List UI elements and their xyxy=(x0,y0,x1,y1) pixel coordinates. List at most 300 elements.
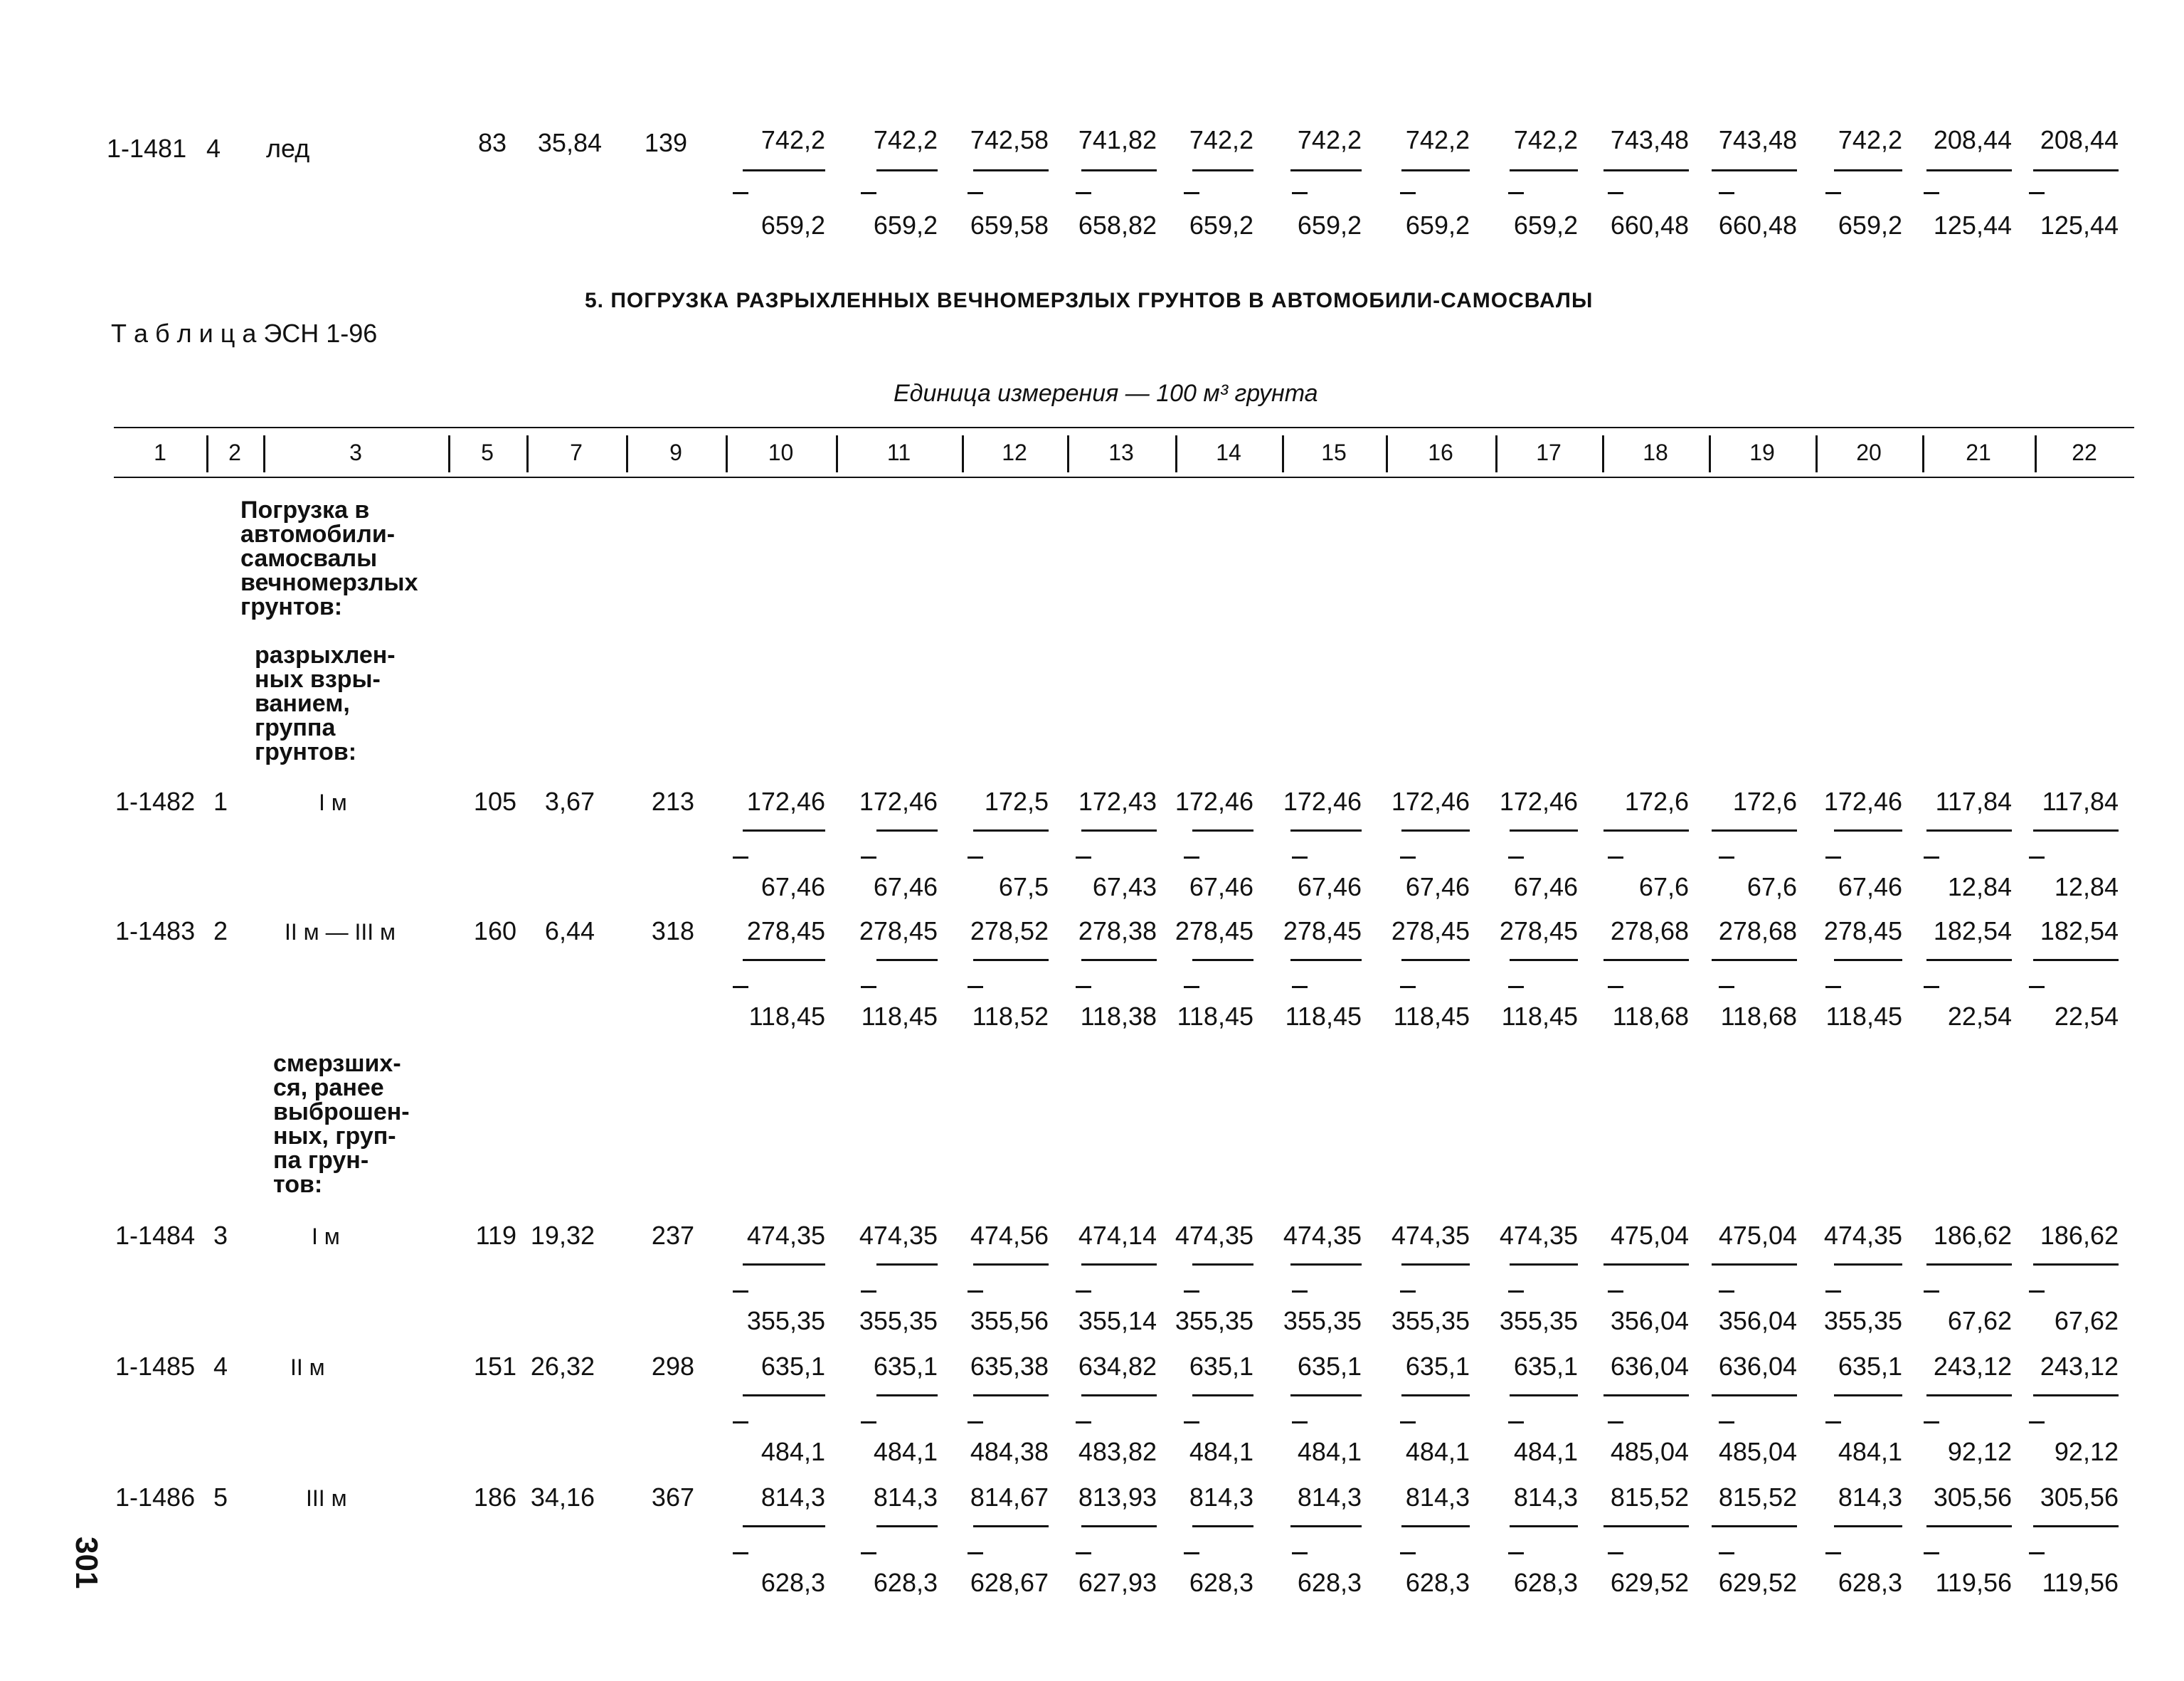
value-top-text: 172,46 xyxy=(1391,787,1470,816)
unit-caption: Единица измерения — 100 м³ грунта xyxy=(894,380,1318,407)
value-bottom-text: 67,46 xyxy=(1513,872,1578,901)
fraction-dash xyxy=(1712,1263,1797,1266)
value-bottom-text: 660,48 xyxy=(1610,211,1689,240)
description-line: ных, груп- xyxy=(273,1123,396,1150)
minus-sign xyxy=(1076,1421,1091,1423)
value-bottom-text: 628,3 xyxy=(760,1568,825,1597)
description-line: выброшен- xyxy=(273,1098,410,1125)
minus-sign xyxy=(1400,857,1416,859)
value-top-text: 743,48 xyxy=(1718,125,1797,154)
value-top-text: 243,12 xyxy=(2040,1352,2119,1381)
value-top-text: 635,1 xyxy=(1838,1352,1902,1381)
fraction-dash xyxy=(1192,1394,1253,1396)
fraction-dash xyxy=(2033,959,2119,961)
col7-value-text: 6,44 xyxy=(544,916,595,945)
description-line: смерзших- xyxy=(273,1050,401,1077)
column-header-1: 1 xyxy=(154,440,166,465)
value-bottom-text: 118,45 xyxy=(1177,1002,1253,1031)
fraction-dash xyxy=(1290,1263,1362,1266)
value-top-text: 172,46 xyxy=(746,787,825,816)
value-top-text: 278,45 xyxy=(1391,916,1470,945)
minus-sign xyxy=(1825,857,1841,859)
fraction-dash xyxy=(1603,1394,1689,1396)
col5-value-text: 83 xyxy=(477,128,507,157)
row-number: 1 xyxy=(213,787,228,816)
minus-sign xyxy=(1508,986,1524,988)
column-header-9: 9 xyxy=(669,440,682,465)
minus-sign xyxy=(1608,857,1623,859)
minus-sign xyxy=(733,192,748,194)
fraction-dash xyxy=(2033,1263,2119,1266)
value-bottom-text: 485,04 xyxy=(1718,1437,1797,1466)
minus-sign xyxy=(861,1552,876,1554)
description-subline: группа xyxy=(255,714,336,741)
value-top-text: 635,1 xyxy=(1189,1352,1253,1381)
minus-sign xyxy=(968,1421,983,1423)
value-bottom-text: 484,1 xyxy=(1189,1437,1253,1466)
minus-sign xyxy=(733,1421,748,1423)
value-top-text: 278,52 xyxy=(970,916,1049,945)
fraction-dash xyxy=(1926,1394,2012,1396)
fraction-dash xyxy=(1712,1394,1797,1396)
fraction-dash xyxy=(743,169,825,171)
column-divider xyxy=(526,435,529,472)
minus-sign xyxy=(1924,1421,1939,1423)
value-bottom-text: 627,93 xyxy=(1078,1568,1157,1597)
value-top-text: 278,68 xyxy=(1718,916,1797,945)
value-top-text: 636,04 xyxy=(1610,1352,1689,1381)
value-top-text: 742,2 xyxy=(1189,125,1253,154)
col9-value-text: 213 xyxy=(651,787,694,816)
value-top-text: 278,45 xyxy=(1499,916,1578,945)
value-bottom-text: 119,56 xyxy=(1935,1568,2012,1597)
table-label: Т а б л и ц а ЭСН 1-96 xyxy=(111,319,378,348)
fraction-dash xyxy=(973,1525,1049,1527)
fraction-dash xyxy=(1081,1525,1157,1527)
fraction-dash xyxy=(743,1263,825,1266)
value-bottom-text: 356,04 xyxy=(1718,1306,1797,1335)
value-top-text: 278,45 xyxy=(1283,916,1362,945)
row-name: I м xyxy=(319,790,347,815)
minus-sign xyxy=(1825,192,1841,194)
header-top-rule xyxy=(114,427,2134,428)
col5-value-text: 160 xyxy=(473,916,516,945)
description-line: па грун- xyxy=(273,1147,369,1174)
value-bottom-text: 659,2 xyxy=(1513,211,1578,240)
fraction-dash xyxy=(743,1525,825,1527)
column-header-18: 18 xyxy=(1643,440,1668,465)
fraction-dash xyxy=(1834,1525,1902,1527)
value-bottom-text: 658,82 xyxy=(1078,211,1157,240)
value-top-text: 278,45 xyxy=(1823,916,1902,945)
value-top-text: 635,1 xyxy=(873,1352,938,1381)
value-top-text: 815,52 xyxy=(1610,1483,1689,1512)
fraction-dash xyxy=(2033,829,2119,832)
value-bottom-text: 67,5 xyxy=(998,872,1049,901)
value-bottom-text: 125,44 xyxy=(2040,211,2119,240)
value-bottom-text: 484,1 xyxy=(1838,1437,1902,1466)
fraction-dash xyxy=(1834,169,1902,171)
value-top-text: 172,46 xyxy=(1823,787,1902,816)
fraction-dash xyxy=(1192,959,1253,961)
minus-sign xyxy=(968,1290,983,1293)
minus-sign xyxy=(1924,1290,1939,1293)
column-divider xyxy=(1815,435,1818,472)
value-top-text: 742,2 xyxy=(760,125,825,154)
fraction-dash xyxy=(1834,829,1902,832)
column-divider xyxy=(1495,435,1497,472)
minus-sign xyxy=(1508,1421,1524,1423)
value-bottom-text: 355,56 xyxy=(970,1306,1049,1335)
fraction-dash xyxy=(1510,1263,1578,1266)
column-header-21: 21 xyxy=(1966,440,1991,465)
minus-sign xyxy=(1400,986,1416,988)
row-name: II м xyxy=(290,1354,325,1380)
fraction-dash xyxy=(1290,1525,1362,1527)
minus-sign xyxy=(1924,192,1939,194)
value-top-text: 474,14 xyxy=(1078,1221,1157,1250)
value-top-text: 634,82 xyxy=(1078,1352,1157,1381)
row-name: III м xyxy=(306,1485,347,1511)
value-top-text: 474,35 xyxy=(1823,1221,1902,1250)
col5-value-text: 151 xyxy=(473,1352,516,1381)
row-code: 1-1481 xyxy=(107,134,187,163)
row-number: 4 xyxy=(213,1352,228,1381)
fraction-dash xyxy=(1401,829,1470,832)
minus-sign xyxy=(1292,1421,1308,1423)
value-top-text: 305,56 xyxy=(1933,1483,2012,1512)
minus-sign xyxy=(1184,986,1199,988)
fraction-dash xyxy=(1926,829,2012,832)
value-bottom-text: 484,1 xyxy=(1513,1437,1578,1466)
description-line: автомобили- xyxy=(240,521,396,548)
value-bottom-text: 22,54 xyxy=(1947,1002,2012,1031)
minus-sign xyxy=(968,1552,983,1554)
description-line: грунтов: xyxy=(240,593,343,620)
minus-sign xyxy=(861,192,876,194)
value-bottom-text: 355,35 xyxy=(1175,1306,1253,1335)
value-bottom-text: 92,12 xyxy=(1947,1437,2012,1466)
value-top-text: 741,82 xyxy=(1078,125,1157,154)
minus-sign xyxy=(1719,857,1734,859)
value-top-text: 172,46 xyxy=(1499,787,1578,816)
minus-sign xyxy=(1076,1290,1091,1293)
minus-sign xyxy=(1608,1421,1623,1423)
value-bottom-text: 483,82 xyxy=(1078,1437,1157,1466)
value-top-text: 814,3 xyxy=(1513,1483,1578,1512)
value-bottom-text: 92,12 xyxy=(2054,1437,2119,1466)
column-header-7: 7 xyxy=(570,440,583,465)
value-top-text: 742,2 xyxy=(873,125,938,154)
minus-sign xyxy=(1924,1552,1939,1554)
value-bottom-text: 67,62 xyxy=(1947,1306,2012,1335)
minus-sign xyxy=(968,986,983,988)
value-bottom-text: 67,43 xyxy=(1092,872,1157,901)
value-top-text: 475,04 xyxy=(1718,1221,1797,1250)
row-name: I м xyxy=(312,1224,340,1249)
fraction-dash xyxy=(1401,169,1470,171)
value-top-text: 742,2 xyxy=(1838,125,1902,154)
description-subline: ванием, xyxy=(255,690,350,717)
fraction-dash xyxy=(1834,1263,1902,1266)
value-bottom-text: 659,58 xyxy=(970,211,1049,240)
value-bottom-text: 484,1 xyxy=(873,1437,938,1466)
value-top-text: 814,3 xyxy=(760,1483,825,1512)
value-bottom-text: 118,45 xyxy=(1393,1002,1470,1031)
minus-sign xyxy=(1076,857,1091,859)
description-line: вечномерзлых xyxy=(240,569,418,596)
row-code: 1-1482 xyxy=(115,787,196,816)
column-header-17: 17 xyxy=(1536,440,1562,465)
value-bottom-text: 67,62 xyxy=(2054,1306,2119,1335)
minus-sign xyxy=(1608,986,1623,988)
fraction-dash xyxy=(1192,1525,1253,1527)
fraction-dash xyxy=(1926,959,2012,961)
value-top-text: 815,52 xyxy=(1718,1483,1797,1512)
value-top-text: 474,35 xyxy=(1391,1221,1470,1250)
minus-sign xyxy=(968,192,983,194)
fraction-dash xyxy=(1192,829,1253,832)
value-top-text: 814,3 xyxy=(873,1483,938,1512)
value-top-text: 742,2 xyxy=(1405,125,1470,154)
value-top-text: 182,54 xyxy=(2040,916,2119,945)
value-top-text: 743,48 xyxy=(1610,125,1689,154)
column-header-2: 2 xyxy=(228,440,241,465)
minus-sign xyxy=(1292,1552,1308,1554)
fraction-dash xyxy=(1192,169,1253,171)
description-line: Погрузка в xyxy=(240,497,370,524)
value-top-text: 278,45 xyxy=(1175,916,1253,945)
column-divider xyxy=(263,435,265,472)
column-header-5: 5 xyxy=(481,440,494,465)
column-header-15: 15 xyxy=(1321,440,1347,465)
value-bottom-text: 118,45 xyxy=(1825,1002,1902,1031)
value-top-text: 814,3 xyxy=(1405,1483,1470,1512)
description-subline: грунтов: xyxy=(255,738,357,765)
col9-value-text: 367 xyxy=(651,1483,694,1512)
value-bottom-text: 628,3 xyxy=(1297,1568,1362,1597)
fraction-dash xyxy=(973,1394,1049,1396)
value-bottom-text: 118,45 xyxy=(861,1002,938,1031)
value-top-text: 186,62 xyxy=(2040,1221,2119,1250)
minus-sign xyxy=(861,1421,876,1423)
description-line: самосвалы xyxy=(240,545,378,572)
value-top-text: 814,67 xyxy=(970,1483,1049,1512)
value-bottom-text: 118,68 xyxy=(1612,1002,1689,1031)
fraction-dash xyxy=(1926,1263,2012,1266)
fraction-dash xyxy=(1510,1394,1578,1396)
value-top-text: 278,45 xyxy=(746,916,825,945)
minus-sign xyxy=(1608,1552,1623,1554)
fraction-dash xyxy=(1081,1263,1157,1266)
column-divider xyxy=(836,435,838,472)
column-header-12: 12 xyxy=(1002,440,1027,465)
value-top-text: 474,35 xyxy=(1175,1221,1253,1250)
value-top-text: 172,5 xyxy=(984,787,1049,816)
section-title: 5. ПОГРУЗКА РАЗРЫХЛЕННЫХ ВЕЧНОМЕРЗЛЫХ ГРУНТОВ В АВТОМОБИЛИ-САМОСВАЛЫ xyxy=(585,289,1594,312)
col5-value-text: 186 xyxy=(473,1483,516,1512)
value-top-text: 474,35 xyxy=(746,1221,825,1250)
minus-sign xyxy=(1825,986,1841,988)
fraction-dash xyxy=(1290,829,1362,832)
fraction-dash xyxy=(1290,1394,1362,1396)
value-top-text: 814,3 xyxy=(1189,1483,1253,1512)
value-top-text: 635,1 xyxy=(1405,1352,1470,1381)
fraction-dash xyxy=(1401,1525,1470,1527)
fraction-dash xyxy=(973,829,1049,832)
value-bottom-text: 629,52 xyxy=(1610,1568,1689,1597)
value-top-text: 814,3 xyxy=(1297,1483,1362,1512)
fraction-dash xyxy=(876,1525,938,1527)
minus-sign xyxy=(1825,1421,1841,1423)
minus-sign xyxy=(2029,857,2045,859)
fraction-dash xyxy=(1081,829,1157,832)
value-top-text: 117,84 xyxy=(1935,787,2012,816)
fraction-dash xyxy=(1510,169,1578,171)
value-bottom-text: 118,45 xyxy=(1285,1002,1362,1031)
row-number: 3 xyxy=(213,1221,228,1250)
fraction-dash xyxy=(876,959,938,961)
minus-sign xyxy=(733,1552,748,1554)
description-subline: ных взры- xyxy=(255,666,381,693)
col7-value-text: 34,16 xyxy=(530,1483,595,1512)
column-header-3: 3 xyxy=(349,440,362,465)
minus-sign xyxy=(1292,986,1308,988)
value-bottom-text: 628,3 xyxy=(1838,1568,1902,1597)
fraction-dash xyxy=(1081,1394,1157,1396)
value-bottom-text: 355,35 xyxy=(1391,1306,1470,1335)
value-bottom-text: 628,3 xyxy=(1405,1568,1470,1597)
value-bottom-text: 628,3 xyxy=(1189,1568,1253,1597)
minus-sign xyxy=(1076,1552,1091,1554)
column-divider xyxy=(1922,435,1924,472)
fraction-dash xyxy=(1401,1263,1470,1266)
row-code: 1-1485 xyxy=(115,1352,196,1381)
fraction-dash xyxy=(1603,1525,1689,1527)
fraction-dash xyxy=(743,829,825,832)
minus-sign xyxy=(2029,192,2045,194)
value-bottom-text: 118,38 xyxy=(1080,1002,1157,1031)
minus-sign xyxy=(1400,1421,1416,1423)
column-divider xyxy=(1282,435,1284,472)
minus-sign xyxy=(733,986,748,988)
fraction-dash xyxy=(1926,1525,2012,1527)
fraction-dash xyxy=(1510,829,1578,832)
minus-sign xyxy=(1825,1290,1841,1293)
column-header-10: 10 xyxy=(768,440,794,465)
minus-sign xyxy=(2029,986,2045,988)
value-top-text: 474,35 xyxy=(1499,1221,1578,1250)
col7-value-text: 19,32 xyxy=(530,1221,595,1250)
row-number: 5 xyxy=(213,1483,228,1512)
column-header-20: 20 xyxy=(1856,440,1882,465)
value-top-text: 172,46 xyxy=(1283,787,1362,816)
col5-value-text: 119 xyxy=(475,1221,516,1250)
value-bottom-text: 484,38 xyxy=(970,1437,1049,1466)
value-top-text: 474,35 xyxy=(1283,1221,1362,1250)
value-bottom-text: 355,14 xyxy=(1078,1306,1157,1335)
value-bottom-text: 628,67 xyxy=(970,1568,1049,1597)
value-top-text: 172,43 xyxy=(1078,787,1157,816)
fraction-dash xyxy=(1926,169,2012,171)
value-top-text: 278,45 xyxy=(859,916,938,945)
fraction-dash xyxy=(2033,1394,2119,1396)
fraction-dash xyxy=(876,1394,938,1396)
col5-value-text: 105 xyxy=(473,787,516,816)
minus-sign xyxy=(1719,1421,1734,1423)
column-divider xyxy=(1709,435,1711,472)
minus-sign xyxy=(2029,1290,2045,1293)
value-top-text: 172,6 xyxy=(1624,787,1689,816)
description-line: тов: xyxy=(273,1171,323,1198)
minus-sign xyxy=(1508,1552,1524,1554)
value-top-text: 635,1 xyxy=(760,1352,825,1381)
value-bottom-text: 355,35 xyxy=(746,1306,825,1335)
minus-sign xyxy=(861,857,876,859)
minus-sign xyxy=(2029,1552,2045,1554)
value-bottom-text: 356,04 xyxy=(1610,1306,1689,1335)
col9-value-text: 298 xyxy=(651,1352,694,1381)
value-bottom-text: 67,46 xyxy=(1189,872,1253,901)
column-header-19: 19 xyxy=(1749,440,1775,465)
value-bottom-text: 660,48 xyxy=(1718,211,1797,240)
col7-value-text: 26,32 xyxy=(530,1352,595,1381)
value-top-text: 636,04 xyxy=(1718,1352,1797,1381)
minus-sign xyxy=(1184,857,1199,859)
value-bottom-text: 67,46 xyxy=(873,872,938,901)
value-top-text: 813,93 xyxy=(1078,1483,1157,1512)
fraction-dash xyxy=(1290,169,1362,171)
value-bottom-text: 67,46 xyxy=(1297,872,1362,901)
value-bottom-text: 67,46 xyxy=(1838,872,1902,901)
row-code: 1-1484 xyxy=(115,1221,196,1250)
value-top-text: 186,62 xyxy=(1933,1221,2012,1250)
fraction-dash xyxy=(1081,169,1157,171)
column-divider xyxy=(2035,435,2037,472)
minus-sign xyxy=(1508,192,1524,194)
value-top-text: 182,54 xyxy=(1933,916,2012,945)
row-name: лед xyxy=(266,134,310,163)
value-top-text: 475,04 xyxy=(1610,1221,1689,1250)
fraction-dash xyxy=(1603,959,1689,961)
value-bottom-text: 355,35 xyxy=(1283,1306,1362,1335)
value-top-text: 635,1 xyxy=(1297,1352,1362,1381)
value-bottom-text: 118,45 xyxy=(748,1002,825,1031)
value-bottom-text: 355,35 xyxy=(1823,1306,1902,1335)
value-top-text: 208,44 xyxy=(1933,125,2012,154)
fraction-dash xyxy=(1081,959,1157,961)
minus-sign xyxy=(1719,1290,1734,1293)
value-bottom-text: 67,6 xyxy=(1638,872,1689,901)
column-header-16: 16 xyxy=(1428,440,1453,465)
minus-sign xyxy=(1400,1290,1416,1293)
fraction-dash xyxy=(876,1263,938,1266)
minus-sign xyxy=(1184,1290,1199,1293)
row-number: 4 xyxy=(206,134,221,163)
col9-value-text: 237 xyxy=(651,1221,694,1250)
value-top-text: 172,6 xyxy=(1732,787,1797,816)
col9-value-text: 318 xyxy=(651,916,694,945)
minus-sign xyxy=(1184,1421,1199,1423)
fraction-dash xyxy=(876,829,938,832)
minus-sign xyxy=(1508,1290,1524,1293)
minus-sign xyxy=(968,857,983,859)
value-top-text: 814,3 xyxy=(1838,1483,1902,1512)
column-header-22: 22 xyxy=(2072,440,2097,465)
value-bottom-text: 118,68 xyxy=(1720,1002,1797,1031)
col7-value-text: 3,67 xyxy=(544,787,595,816)
value-bottom-text: 484,1 xyxy=(760,1437,825,1466)
